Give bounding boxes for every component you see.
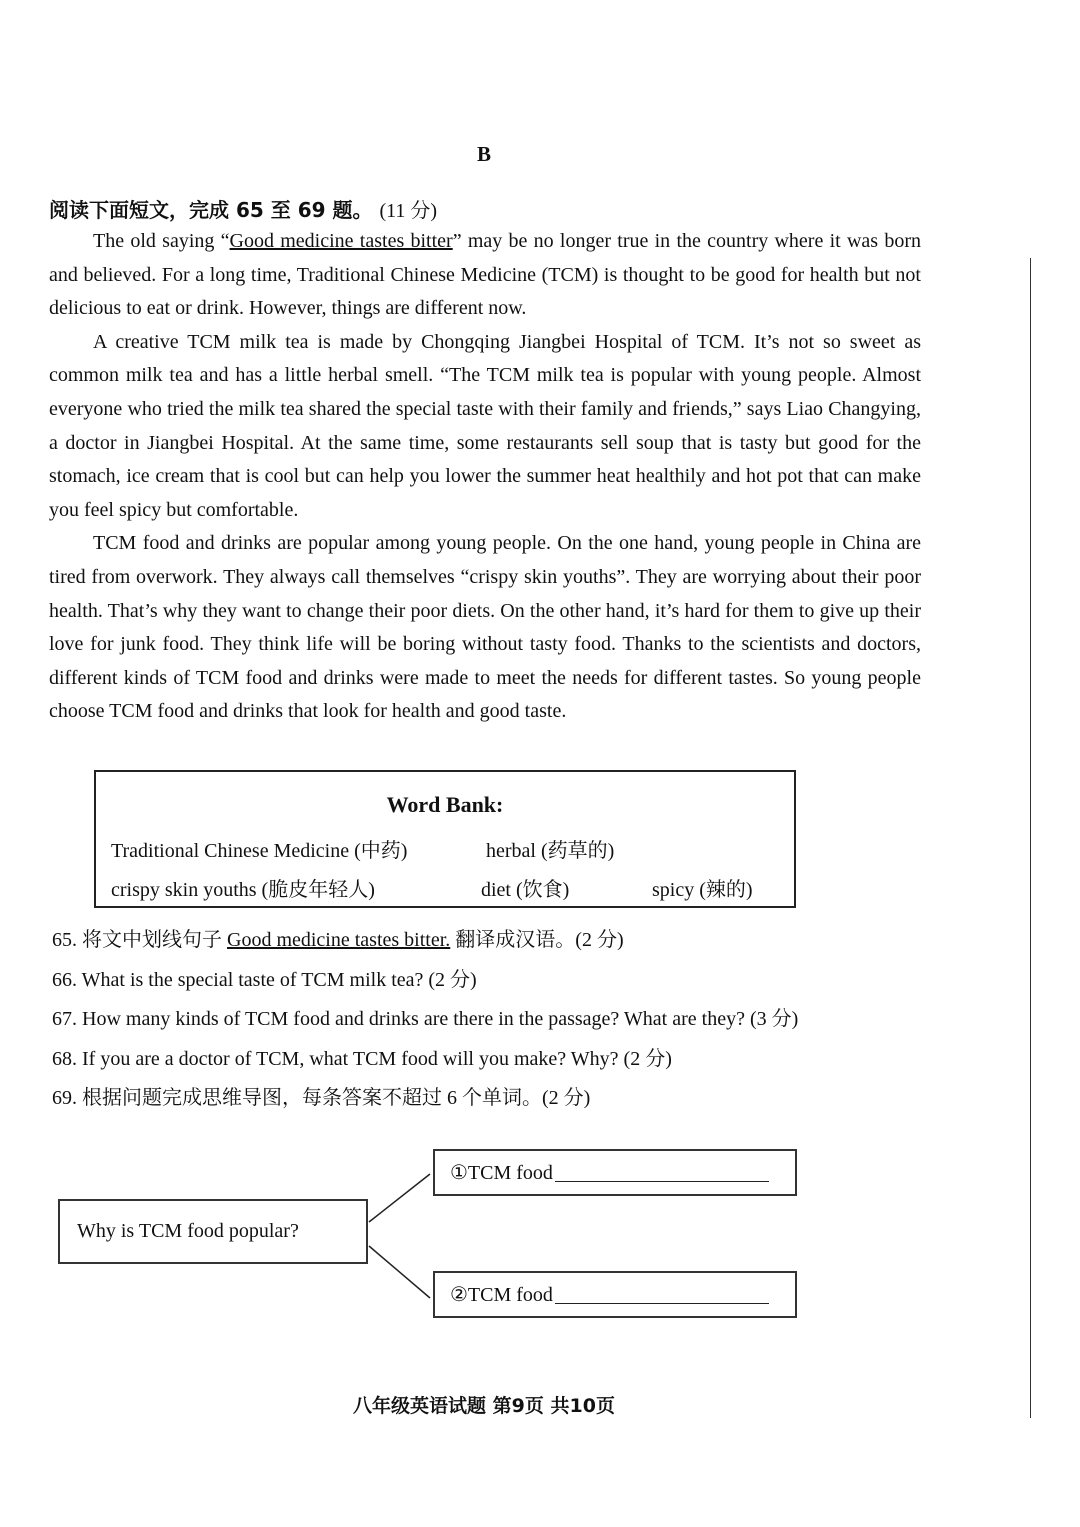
page-footer: 八年级英语试题 第9页 共10页 (353, 1395, 615, 1417)
word-bank-term: diet (饮食) (481, 879, 570, 901)
q65-after: 翻译成汉语。(2 分) (455, 929, 624, 951)
connector-line-lower (369, 1246, 430, 1298)
instruction-points: (11 分) (379, 200, 438, 222)
passage-paragraph-3: TCM food and drinks are popular among young people. On the one hand, young people in China are tired from overwork. They always call themselves “crispy skin youths”. They are worrying about their poor health. That’s why they want to change their poor diets. On the other hand, it’s hard for them to give up their love for junk food. They think life will be boring without tasty food. Thanks to the scientists and doctors, different kinds of TCM food and drinks were made to meet the needs for different tastes. So young people choose TCM food and drinks that look for health and good taste. (49, 532, 921, 723)
question-67: 67. How many kinds of TCM food and drinks are there in the passage? What are they? (3 分) (52, 1008, 799, 1030)
p1-after: ” may be no longer true in the country where it was born and believed. For a long time, Traditional Chinese Medicine (TCM) is thought to be good for health but not delicious to eat or drink. However, things are different now. (49, 230, 922, 320)
word-bank-term: crispy skin youths (脆皮年轻人) (111, 879, 375, 901)
binding-margin-line (1030, 258, 1031, 1418)
mind-map-branch-2 (433, 1271, 797, 1318)
word-bank-term: spicy (辣的) (652, 879, 753, 901)
word-bank-title: Word Bank: (386, 792, 504, 817)
answer-blank-1[interactable] (555, 1163, 769, 1182)
word-bank-term: Traditional Chinese Medicine (中药) (111, 840, 408, 862)
q65-before: 将文中划线句子 (82, 929, 222, 951)
mind-map-branch-1 (433, 1149, 797, 1196)
passage-paragraph-2: A creative TCM milk tea is made by Chongqing Jiangbei Hospital of TCM. It’s not so sweet as common milk tea and has a little herbal smell. “The TCM milk tea is popular with young people. Almost everyone who tried the milk tea shared the special taste with their family and friends,” says Liao Changying, a doctor in Jiangbei Hospital. At the same time, some restaurants sell soup that is tasty but good for the stomach, ice cream that is cool but can help you lower the summer heat healthily and hot pot that can make you feel spicy but comfortable. (49, 330, 921, 521)
answer-blank-2[interactable] (555, 1285, 769, 1304)
word-bank-term: herbal (药草的) (486, 840, 615, 862)
branch-2-label: ②TCM food (450, 1284, 553, 1306)
connector-line-upper (369, 1174, 430, 1222)
q65-number: 65. (52, 929, 77, 951)
mind-map-root (58, 1199, 368, 1264)
question-66: 66. What is the special taste of TCM milk tea? (2 分) (52, 968, 477, 991)
q65-underlined: Good medicine tastes bitter. (227, 929, 451, 951)
mind-map-root-text: Why is TCM food popular? (77, 1220, 299, 1242)
question-69: 69. 根据问题完成思维导图，每条答案不超过 6 个单词。(2 分) (52, 1087, 591, 1109)
section-letter: B (476, 142, 491, 166)
underlined-saying: Good medicine tastes bitter (229, 230, 453, 252)
branch-1-label: ①TCM food (450, 1162, 553, 1184)
question-68: 68. If you are a doctor of TCM, what TCM food will you make? Why? (2 分) (52, 1047, 672, 1070)
instruction-text: 阅读下面短文，完成 65 至 69 题。 (49, 198, 373, 222)
p1-before: The old saying “ (93, 230, 230, 252)
